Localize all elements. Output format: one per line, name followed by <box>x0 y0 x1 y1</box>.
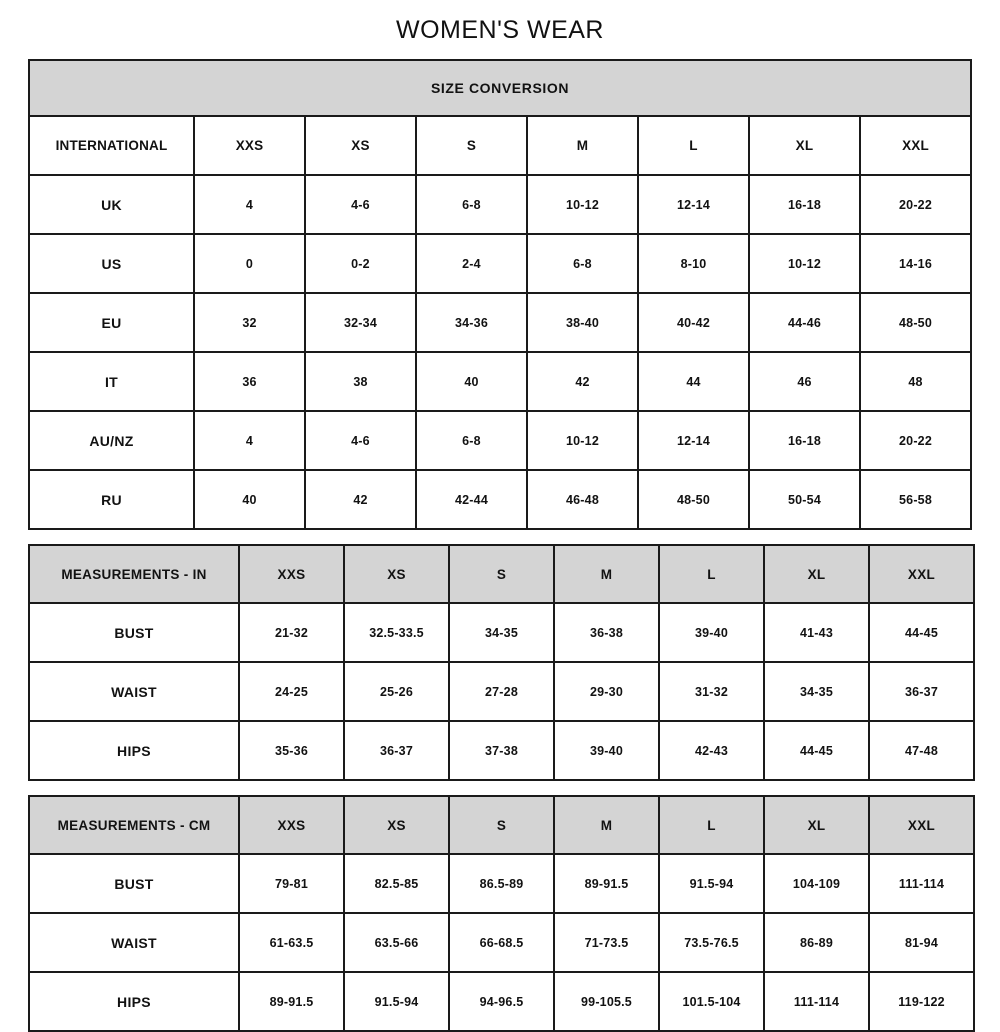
table-row <box>29 234 971 293</box>
cell-value: 44-45 <box>764 721 869 780</box>
cell-value: 10-12 <box>749 234 860 293</box>
cell-value: 91.5-94 <box>659 854 764 913</box>
cell-value: 61-63.5 <box>239 913 344 972</box>
cell-value: 79-81 <box>239 854 344 913</box>
cell-value: 71-73.5 <box>554 913 659 972</box>
cell-value: 12-14 <box>638 411 749 470</box>
cell-value: 44-45 <box>869 603 974 662</box>
cell-value: 47-48 <box>869 721 974 780</box>
cell-value: 48-50 <box>860 293 971 352</box>
row-label: EU <box>29 293 194 352</box>
cell-value: 29-30 <box>554 662 659 721</box>
cell-value: 39-40 <box>554 721 659 780</box>
table-row <box>29 470 971 529</box>
cell-value: 12-14 <box>638 175 749 234</box>
table-row <box>29 972 974 1031</box>
size-conversion-table <box>28 59 972 530</box>
table-row-header <box>29 116 971 175</box>
row-label: US <box>29 234 194 293</box>
cell-value: 46 <box>749 352 860 411</box>
cell-value: 66-68.5 <box>449 913 554 972</box>
row-label: RU <box>29 470 194 529</box>
table-row <box>29 721 974 780</box>
cell-value: 39-40 <box>659 603 764 662</box>
column-header-measurements-in: MEASUREMENTS - IN <box>29 545 239 603</box>
cell-value: 2-4 <box>416 234 527 293</box>
cell-value: 40 <box>194 470 305 529</box>
cell-value: 94-96.5 <box>449 972 554 1031</box>
cell-value: 27-28 <box>449 662 554 721</box>
cell-value: 4-6 <box>305 411 416 470</box>
cell-value: 31-32 <box>659 662 764 721</box>
column-header-xxs: XXS <box>194 116 305 175</box>
cell-value: 34-35 <box>764 662 869 721</box>
column-header-l: L <box>659 545 764 603</box>
cell-value: 20-22 <box>860 411 971 470</box>
column-header-s: S <box>449 796 554 854</box>
table-row <box>29 293 971 352</box>
column-header-xxl: XXL <box>869 796 974 854</box>
column-header-measurements-cm: MEASUREMENTS - CM <box>29 796 239 854</box>
measurements-inches-table <box>28 544 975 781</box>
column-header-xs: XS <box>344 796 449 854</box>
size-conversion-banner: SIZE CONVERSION <box>29 60 971 116</box>
cell-value: 89-91.5 <box>554 854 659 913</box>
cell-value: 48-50 <box>638 470 749 529</box>
cell-value: 35-36 <box>239 721 344 780</box>
table-row-header <box>29 796 974 854</box>
cell-value: 36-38 <box>554 603 659 662</box>
cell-value: 82.5-85 <box>344 854 449 913</box>
column-header-m: M <box>527 116 638 175</box>
cell-value: 42 <box>527 352 638 411</box>
cell-value: 104-109 <box>764 854 869 913</box>
column-header-m: M <box>554 796 659 854</box>
row-label: UK <box>29 175 194 234</box>
column-header-m: M <box>554 545 659 603</box>
cell-value: 73.5-76.5 <box>659 913 764 972</box>
cell-value: 20-22 <box>860 175 971 234</box>
cell-value: 8-10 <box>638 234 749 293</box>
cell-value: 6-8 <box>527 234 638 293</box>
page-title: WOMEN'S WEAR <box>396 16 604 44</box>
cell-value: 48 <box>860 352 971 411</box>
column-header-xl: XL <box>764 796 869 854</box>
cell-value: 101.5-104 <box>659 972 764 1031</box>
cell-value: 36-37 <box>344 721 449 780</box>
cell-value: 111-114 <box>869 854 974 913</box>
cell-value: 34-35 <box>449 603 554 662</box>
column-header-s: S <box>416 116 527 175</box>
table-row <box>29 352 971 411</box>
table-row <box>29 913 974 972</box>
row-label: WAIST <box>29 913 239 972</box>
table-row <box>29 175 971 234</box>
cell-value: 44 <box>638 352 749 411</box>
column-header-xxs: XXS <box>239 545 344 603</box>
row-label: HIPS <box>29 972 239 1031</box>
column-header-s: S <box>449 545 554 603</box>
cell-value: 40 <box>416 352 527 411</box>
cell-value: 63.5-66 <box>344 913 449 972</box>
cell-value: 10-12 <box>527 411 638 470</box>
row-label: HIPS <box>29 721 239 780</box>
cell-value: 86-89 <box>764 913 869 972</box>
cell-value: 86.5-89 <box>449 854 554 913</box>
column-header-xl: XL <box>749 116 860 175</box>
cell-value: 36-37 <box>869 662 974 721</box>
column-header-xl: XL <box>764 545 869 603</box>
table-row-banner <box>29 60 971 116</box>
cell-value: 44-46 <box>749 293 860 352</box>
cell-value: 4 <box>194 175 305 234</box>
row-label: WAIST <box>29 662 239 721</box>
cell-value: 6-8 <box>416 411 527 470</box>
table-row <box>29 854 974 913</box>
cell-value: 89-91.5 <box>239 972 344 1031</box>
cell-value: 50-54 <box>749 470 860 529</box>
row-label: AU/NZ <box>29 411 194 470</box>
table-row-header <box>29 545 974 603</box>
cell-value: 16-18 <box>749 411 860 470</box>
cell-value: 10-12 <box>527 175 638 234</box>
column-header-xxl: XXL <box>869 545 974 603</box>
cell-value: 46-48 <box>527 470 638 529</box>
cell-value: 21-32 <box>239 603 344 662</box>
cell-value: 32-34 <box>305 293 416 352</box>
column-header-international: INTERNATIONAL <box>29 116 194 175</box>
row-label: BUST <box>29 854 239 913</box>
cell-value: 91.5-94 <box>344 972 449 1031</box>
cell-value: 34-36 <box>416 293 527 352</box>
cell-value: 119-122 <box>869 972 974 1031</box>
column-header-xxs: XXS <box>239 796 344 854</box>
cell-value: 16-18 <box>749 175 860 234</box>
cell-value: 0-2 <box>305 234 416 293</box>
cell-value: 56-58 <box>860 470 971 529</box>
cell-value: 81-94 <box>869 913 974 972</box>
column-header-l: L <box>659 796 764 854</box>
cell-value: 4 <box>194 411 305 470</box>
cell-value: 0 <box>194 234 305 293</box>
cell-value: 4-6 <box>305 175 416 234</box>
cell-value: 32 <box>194 293 305 352</box>
cell-value: 36 <box>194 352 305 411</box>
cell-value: 37-38 <box>449 721 554 780</box>
cell-value: 38-40 <box>527 293 638 352</box>
column-header-l: L <box>638 116 749 175</box>
cell-value: 41-43 <box>764 603 869 662</box>
cell-value: 42-43 <box>659 721 764 780</box>
cell-value: 111-114 <box>764 972 869 1031</box>
cell-value: 42 <box>305 470 416 529</box>
column-header-xs: XS <box>305 116 416 175</box>
column-header-xxl: XXL <box>860 116 971 175</box>
table-row <box>29 662 974 721</box>
measurements-cm-table <box>28 795 975 1032</box>
cell-value: 25-26 <box>344 662 449 721</box>
row-label: BUST <box>29 603 239 662</box>
cell-value: 24-25 <box>239 662 344 721</box>
table-row <box>29 603 974 662</box>
row-label: IT <box>29 352 194 411</box>
column-header-xs: XS <box>344 545 449 603</box>
cell-value: 99-105.5 <box>554 972 659 1031</box>
cell-value: 40-42 <box>638 293 749 352</box>
table-row <box>29 411 971 470</box>
cell-value: 42-44 <box>416 470 527 529</box>
cell-value: 38 <box>305 352 416 411</box>
cell-value: 32.5-33.5 <box>344 603 449 662</box>
cell-value: 6-8 <box>416 175 527 234</box>
cell-value: 14-16 <box>860 234 971 293</box>
